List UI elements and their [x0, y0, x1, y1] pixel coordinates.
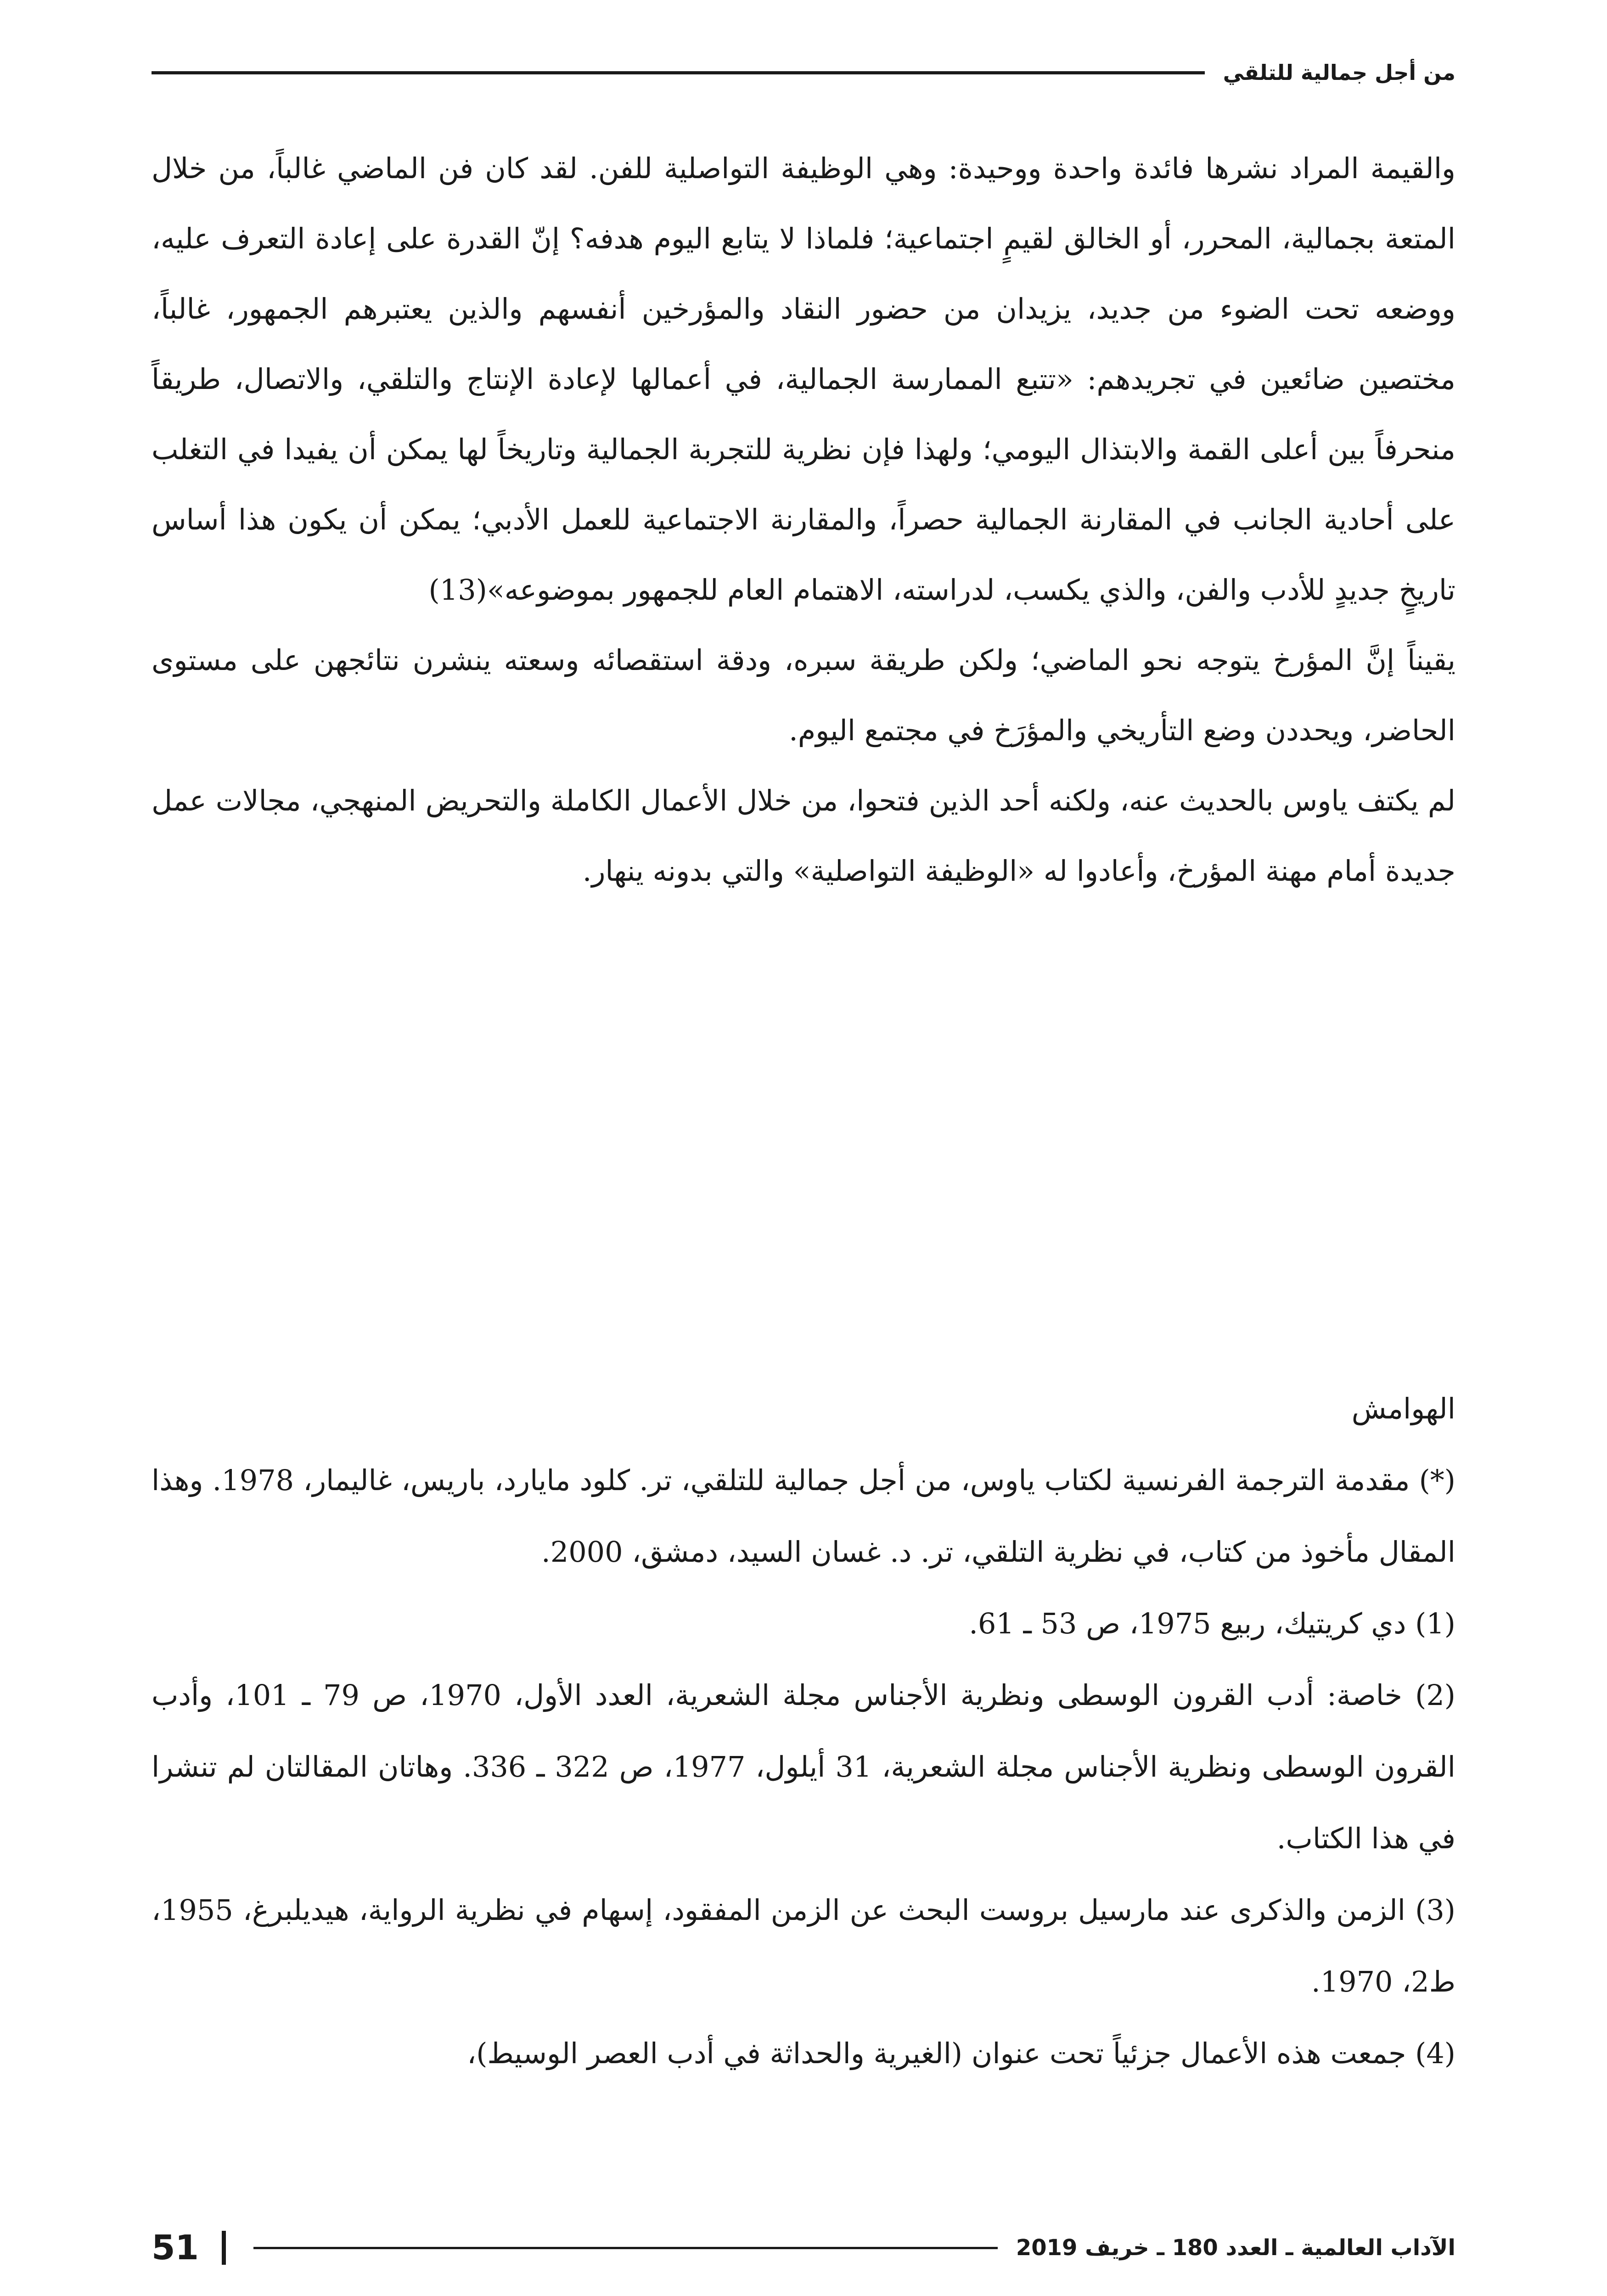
body-paragraph: والقيمة المراد نشرها فائدة واحدة ووحيدة: وهي الوظيفة التواصلية للفن. لقد كان فن الماضي غالباً، من خلال المتعة بجمالية، المحرر، أو الخالق لقيمٍ اجتماعية؛ فلماذا لا يتابع اليوم هدفه؟ إنّ القدرة على إعادة التعرف عليه، ووضعه تحت الضوء من جديد، يزيدان من حضور النقاد والمؤرخين أنفسهم والذين يعتبرهم الجمهور، غالباً، مختصين ضائعين في تجريدهم: «تتبع الممارسة الجمالية، في أعمالها لإعادة الإنتاج والتلقي، والاتصال، طريقاً منحرفاً بين أعلى القمة والابتذال اليومي؛ ولهذا فإن نظرية للتجربة الجمالية وتاريخاً لها يمكن أن يفيدا في التغلب على أحادية الجانب في المقارنة الجمالية حصراً، والمقارنة الاجتماعية للعمل الأدبي؛ يمكن أن يكون هذا أساس تاريخٍ جديدٍ للأدب والفن، والذي يكسب، لدراسته، الاهتمام العام للجمهور بموضوعه»(13) — [152, 152, 1455, 607]
footnote-item: (1) دي كريتيك، ربيع 1975، ص 53 ـ 61. — [969, 1607, 1455, 1640]
body-paragraph: يقيناً إنَّ المؤرخ يتوجه نحو الماضي؛ ولكن طريقة سبره، ودقة استقصائه وسعته ينشرن نتائجهن على مستوى الحاضر، ويحددن وضع التأريخي والمؤرَخ في مجتمع اليوم. — [152, 643, 1455, 747]
running-title: من أجل جمالية للتلقي — [1223, 60, 1455, 85]
footer-rule — [253, 2247, 998, 2249]
header-rule — [152, 71, 1205, 74]
footnote-item: (2) خاصة: أدب القرون الوسطى ونظرية الأجناس مجلة الشعرية، العدد الأول، 1970، ص 79 ـ 101، وأدب القرون الوسطى ونظرية الأجناس مجلة الشعرية، 31 أيلول، 1977، ص 322 ـ 336. وهاتان المقالتان لم تنشرا في هذا الكتاب. — [152, 1678, 1455, 1855]
footnotes-heading: الهوامش — [1351, 1392, 1455, 1425]
running-footer — [152, 2227, 1455, 2268]
footnotes-section — [152, 1373, 1455, 2089]
page-number: 51 — [152, 2228, 199, 2268]
footnote-item: (4) جمعت هذه الأعمال جزئياً تحت عنوان (الغيرية والحداثة في أدب العصر الوسيط)، — [467, 2037, 1455, 2070]
body-text — [152, 133, 1455, 906]
footnote-item: (*) مقدمة الترجمة الفرنسية لكتاب ياوس، من أجل جمالية للتلقي، تر. كلود مايارد، باريس، غاليمار، 1978. وهذا المقال مأخوذ من كتاب، في نظرية التلقي، تر. د. غسان السيد، دمشق، 2000. — [152, 1463, 1455, 1569]
body-paragraph: لم يكتف ياوس بالحديث عنه، ولكنه أحد الذين فتحوا، من خلال الأعمال الكاملة والتحريض المنهجي، مجالات عمل جديدة أمام مهنة المؤرخ، وأعادوا له «الوظيفة التواصلية» والتي بدونه ينهار. — [152, 784, 1455, 888]
footnote-item: (3) الزمن والذكرى عند مارسيل بروست البحث عن الزمن المفقود، إسهام في نظرية الرواية، هيديلبرغ، 1955، ط2، 1970. — [152, 1893, 1455, 1998]
running-header — [152, 54, 1455, 91]
footer-separator — [222, 2231, 226, 2265]
journal-issue: الآداب العالمية ـ العدد 180 ـ خريف 2019 — [1016, 2235, 1455, 2261]
